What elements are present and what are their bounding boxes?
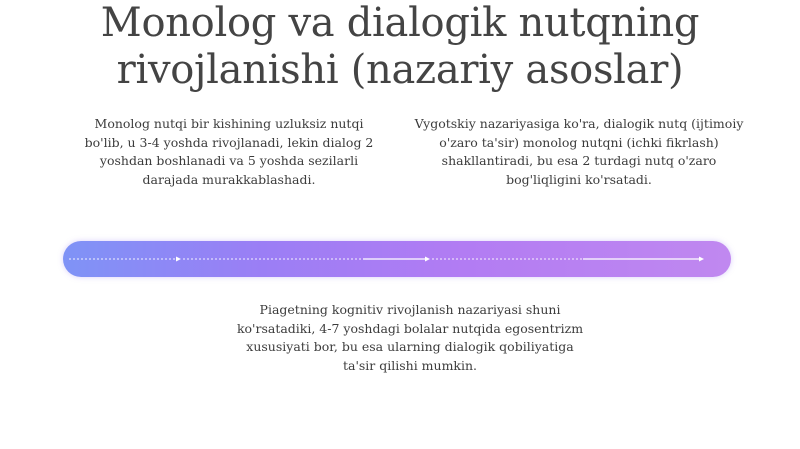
arrow-head-icon	[699, 257, 704, 262]
text-block-monolog: Monolog nutqi bir kishining uzluksiz nutqi bo'lib, u 3-4 yoshda rivojlanadi, lekin dialog 2 yoshdan boshlanadi va 5 yoshda sezilarli darajada murakkablashadi.	[84, 116, 374, 187]
text-block-vygotsky: Vygotskiy nazariyasiga ko'ra, dialogik nutq (ijtimoiy o'zaro ta'sir) monolog nutqni (ichki fikrlash) shakllantiradi, bu esa 2 turdagi nutq o'zaro bog'liqligini ko'rsatadi.	[414, 116, 744, 187]
timeline-arrows	[63, 241, 731, 277]
text-block-piaget: Piagetning kognitiv rivojlanish nazariyasi shuni ko'rsatadiki, 4-7 yoshdagi bolalar nutqida egosentrizm xususiyati bor, bu esa ularning dialogik qobiliyatiga ta'sir qilishi mumkin.	[236, 302, 584, 373]
arrow-head-icon	[425, 257, 430, 262]
slide-title: Monolog va dialogik nutqning rivojlanishi (nazariy asoslar)	[100, 0, 700, 93]
arrow-head-icon	[176, 257, 181, 262]
timeline-bar	[63, 241, 731, 277]
